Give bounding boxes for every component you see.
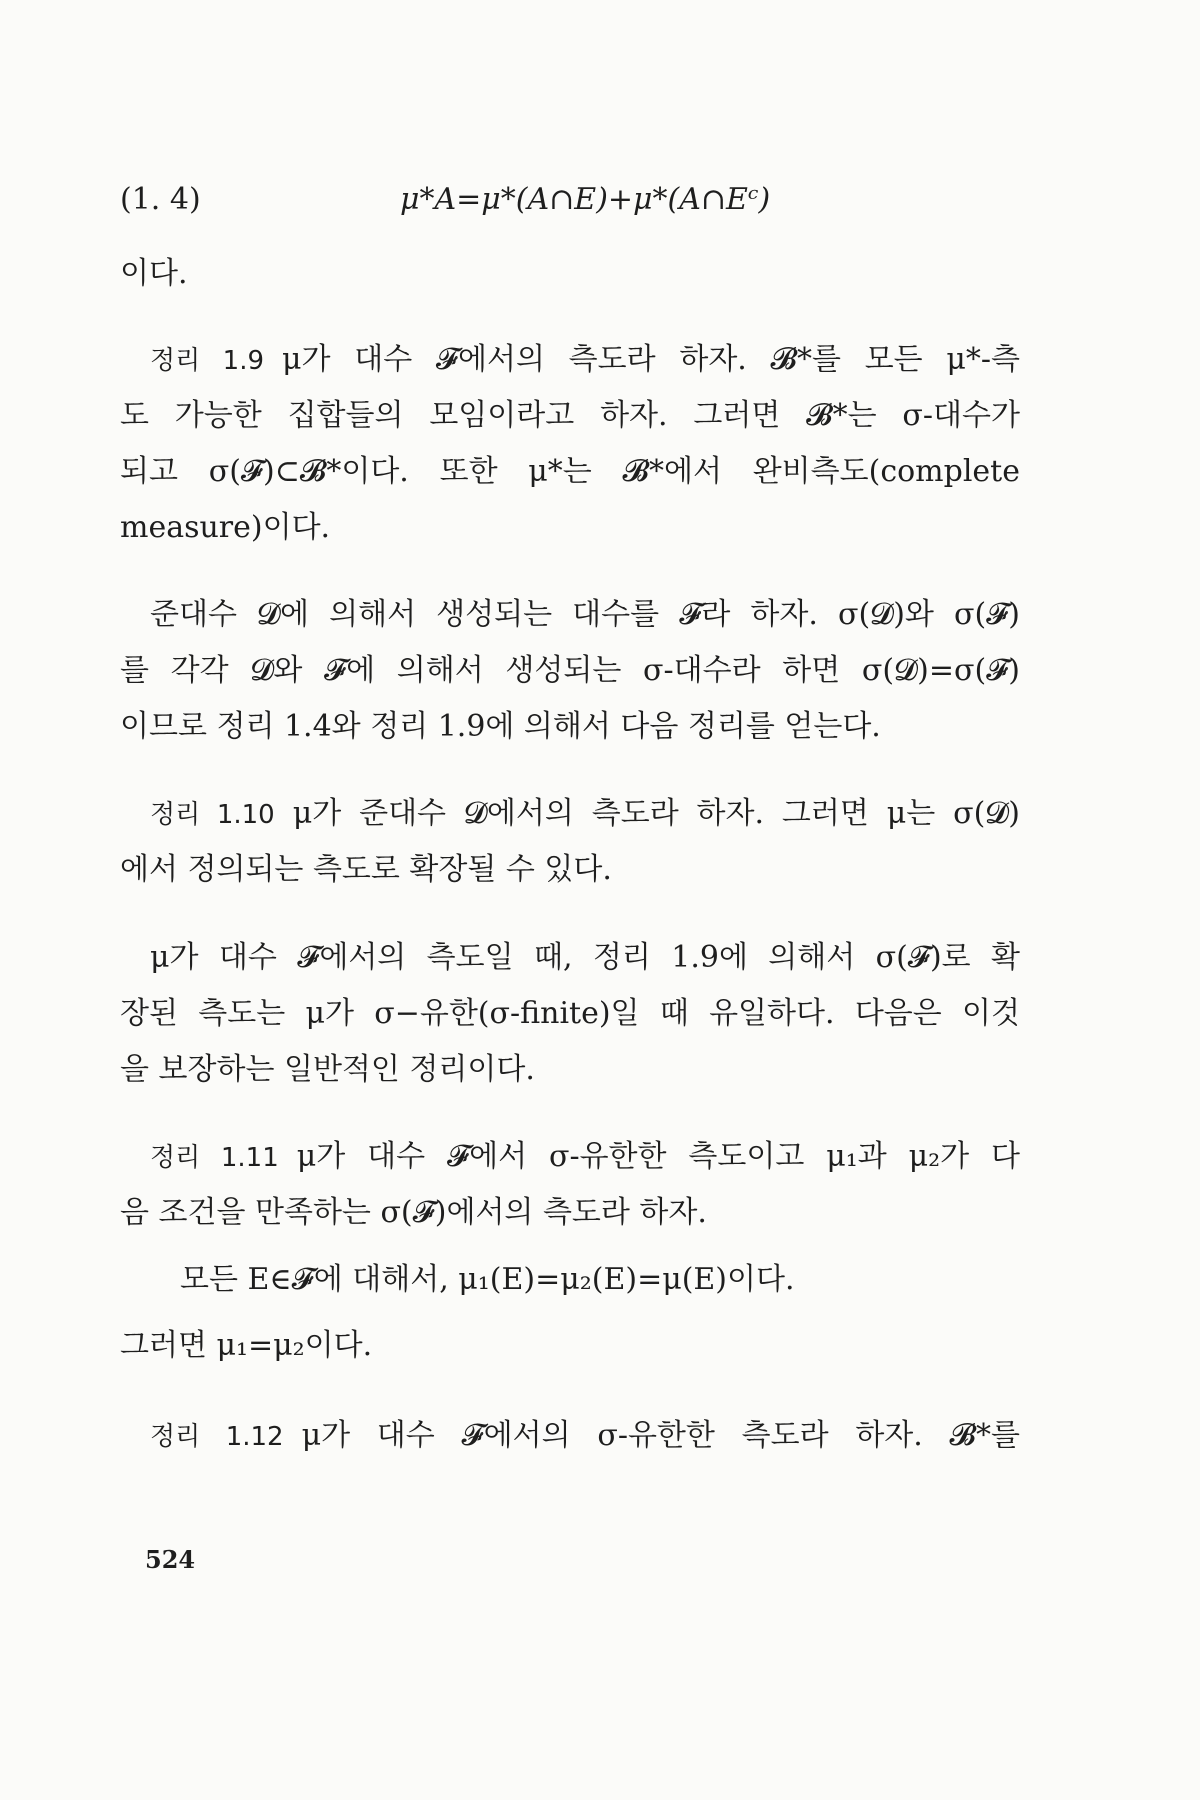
theorem-1-10-line-2: 에서 정의되는 측도로 확장될 수 있다. bbox=[120, 852, 612, 887]
theorem-1-12-line-1 bbox=[150, 1418, 1020, 1455]
paragraph-2-line-1: μ가 대수 𝓕에서의 측도일 때, 정리 1.9에 의해서 σ(𝓕)로 확 bbox=[150, 940, 1020, 975]
theorem-1-10-line-1 bbox=[150, 796, 1020, 833]
paragraph-1-line-1: 준대수 𝓓에 의해서 생성되는 대수를 𝓕라 하자. σ(𝓓)와 σ(𝓕) bbox=[150, 597, 1020, 632]
theorem-1-10-label: 정리 1.10 bbox=[150, 800, 275, 830]
theorem-1-9-line-2: 도 가능한 집합들의 모임이라고 하자. 그러면 𝓑*는 σ-대수가 bbox=[120, 398, 1020, 433]
theorem-1-9-line-4: measure)이다. bbox=[120, 510, 331, 545]
theorem-1-10-text-1: μ가 준대수 𝓓에서의 측도라 하자. 그러면 μ는 σ(𝓓) bbox=[292, 796, 1020, 831]
theorem-1-11-label: 정리 1.11 bbox=[150, 1143, 279, 1173]
paragraph-1-line-3: 이므로 정리 1.4와 정리 1.9에 의해서 다음 정리를 얻는다. bbox=[120, 709, 881, 744]
paragraph-2-line-2: 장된 측도는 μ가 σ−유한(σ-finite)일 때 유일하다. 다음은 이것 bbox=[120, 996, 1020, 1031]
theorem-1-11-line-1 bbox=[150, 1139, 1020, 1176]
theorem-1-9-text-1: μ가 대수 𝓕에서의 측도라 하자. 𝓑*를 모든 μ*-측 bbox=[282, 342, 1020, 377]
page-number: 524 bbox=[145, 1545, 196, 1574]
theorem-1-9-label: 정리 1.9 bbox=[150, 346, 265, 376]
paragraph-1-line-2: 를 각각 𝓓와 𝓕에 의해서 생성되는 σ-대수라 하면 σ(𝓓)=σ(𝓕) bbox=[120, 653, 1020, 688]
theorem-1-11-text-1: μ가 대수 𝓕에서 σ-유한한 측도이고 μ₁과 μ₂가 다 bbox=[296, 1139, 1020, 1174]
after-equation-text: 이다. bbox=[120, 256, 188, 291]
theorem-1-11-conclusion: 그러면 μ₁=μ₂이다. bbox=[120, 1328, 373, 1363]
theorem-1-9-line-1 bbox=[150, 342, 1020, 379]
theorem-1-11-line-2: 음 조건을 만족하는 σ(𝓕)에서의 측도라 하자. bbox=[120, 1195, 707, 1230]
theorem-1-12-text-1: μ가 대수 𝓕에서의 σ-유한한 측도라 하자. 𝓑*를 bbox=[301, 1418, 1020, 1453]
equation-number: (1. 4) bbox=[120, 182, 201, 217]
paragraph-2-line-3: 을 보장하는 일반적인 정리이다. bbox=[120, 1052, 535, 1087]
equation-body: μ*A=μ*(A∩E)+μ*(A∩Eᶜ) bbox=[400, 182, 771, 217]
theorem-1-11-condition: 모든 E∈𝓕에 대해서, μ₁(E)=μ₂(E)=μ(E)이다. bbox=[180, 1262, 795, 1297]
theorem-1-9-line-3: 되고 σ(𝓕)⊂𝓑*이다. 또한 μ*는 𝓑*에서 완비측도(complete bbox=[120, 454, 1020, 489]
theorem-1-12-label: 정리 1.12 bbox=[150, 1422, 284, 1452]
equation-1-4 bbox=[120, 182, 1020, 222]
